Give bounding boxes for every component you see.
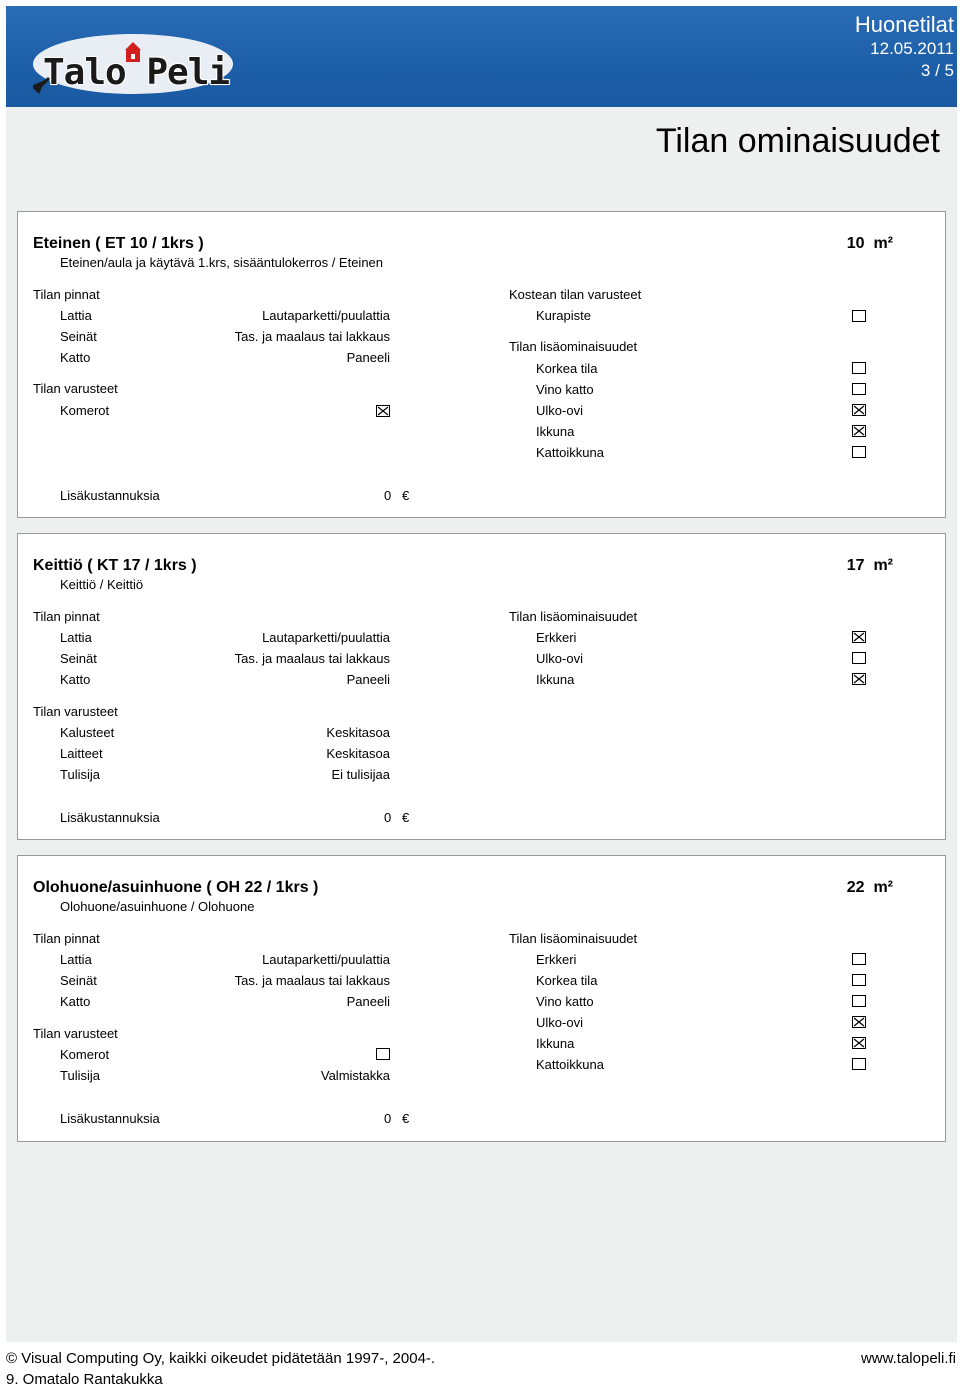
equipment-heading: Tilan varusteet xyxy=(33,381,118,396)
header-info xyxy=(855,12,954,82)
extra-cost-value: 0 xyxy=(384,810,392,825)
surface-label-walls: Seinät xyxy=(60,651,97,666)
room-area-value: 10 xyxy=(846,235,865,252)
feature-label-roof-window: Kattoikkuna xyxy=(536,445,604,460)
extra-cost-value: 0 xyxy=(384,488,392,503)
room-area-unit: m² xyxy=(873,235,893,252)
room-card-eteinen xyxy=(17,211,946,518)
room-area xyxy=(847,880,893,896)
extra-cost-currency: € xyxy=(402,810,410,825)
checkbox-closets[interactable] xyxy=(376,1048,390,1060)
checkbox-outer-door[interactable] xyxy=(852,652,866,664)
room-card-olohuone xyxy=(17,855,946,1142)
surface-label-ceiling: Katto xyxy=(60,994,91,1009)
checkbox-bay[interactable] xyxy=(852,631,866,643)
equipment-label-fireplace: Tulisija xyxy=(60,1068,100,1083)
surface-label-floor: Lattia xyxy=(60,630,92,645)
checkbox-drain[interactable] xyxy=(852,310,866,322)
surfaces-heading: Tilan pinnat xyxy=(33,287,100,302)
feature-label-sloped-roof: Vino katto xyxy=(536,382,594,397)
surface-value-ceiling: Paneeli xyxy=(346,350,390,365)
wet-label-drain: Kurapiste xyxy=(536,308,591,323)
checkbox-window[interactable] xyxy=(852,673,866,685)
checkbox-roof-window[interactable] xyxy=(852,1058,866,1070)
header-date: 12.05.2011 xyxy=(870,39,954,58)
surface-label-ceiling: Katto xyxy=(60,350,91,365)
features-heading: Tilan lisäominaisuudet xyxy=(509,931,638,946)
footer-project: 9. Omatalo Rantakukka xyxy=(6,1371,163,1388)
feature-label-roof-window: Kattoikkuna xyxy=(536,1057,604,1072)
surface-value-ceiling: Paneeli xyxy=(346,994,390,1009)
surface-label-floor: Lattia xyxy=(60,308,92,323)
extra-cost-label: Lisäkustannuksia xyxy=(60,488,160,503)
page-title: Tilan ominaisuudet xyxy=(655,122,940,160)
room-name: Eteinen ( ET 10 / 1krs ) xyxy=(33,235,204,252)
extra-cost-label: Lisäkustannuksia xyxy=(60,1111,160,1126)
feature-label-bay: Erkkeri xyxy=(536,952,577,967)
checkbox-outer-door[interactable] xyxy=(852,404,866,416)
room-area-value: 17 xyxy=(846,557,865,574)
feature-label-bay: Erkkeri xyxy=(536,630,577,645)
equipment-label-appliances: Laitteet xyxy=(60,746,103,761)
check-x-icon xyxy=(377,406,389,416)
room-area-unit: m² xyxy=(873,879,893,896)
surface-value-walls: Tas. ja maalaus tai lakkaus xyxy=(234,651,390,666)
surface-label-floor: Lattia xyxy=(60,952,92,967)
check-x-icon xyxy=(853,1017,865,1027)
checkbox-high-room[interactable] xyxy=(852,362,866,374)
room-name: Keittiö ( KT 17 / 1krs ) xyxy=(33,557,197,574)
feature-label-window: Ikkuna xyxy=(536,424,575,439)
surface-value-walls: Tas. ja maalaus tai lakkaus xyxy=(234,973,390,988)
feature-label-window: Ikkuna xyxy=(536,1036,575,1051)
surface-value-ceiling: Paneeli xyxy=(346,672,390,687)
surface-label-walls: Seinät xyxy=(60,329,97,344)
checkbox-high-room[interactable] xyxy=(852,974,866,986)
equipment-value-fireplace: Ei tulisijaa xyxy=(331,767,390,782)
feature-label-outer-door: Ulko-ovi xyxy=(536,651,583,666)
equipment-heading: Tilan varusteet xyxy=(33,1026,118,1041)
footer-copyright: © Visual Computing Oy, kaikki oikeudet pidätetään 1997-, 2004-. xyxy=(6,1350,436,1367)
equipment-label-closets: Komerot xyxy=(60,1047,110,1062)
surface-label-walls: Seinät xyxy=(60,973,97,988)
surfaces-heading: Tilan pinnat xyxy=(33,609,100,624)
surface-value-floor: Lautaparketti/puulattia xyxy=(262,630,390,645)
equipment-heading: Tilan varusteet xyxy=(33,704,118,719)
checkbox-closets[interactable] xyxy=(376,405,390,417)
equipment-value-appliances: Keskitasoa xyxy=(326,746,390,761)
feature-label-high-room: Korkea tila xyxy=(536,361,598,376)
surface-value-walls: Tas. ja maalaus tai lakkaus xyxy=(234,329,390,344)
room-area xyxy=(847,236,893,252)
features-heading: Tilan lisäominaisuudet xyxy=(509,339,638,354)
check-x-icon xyxy=(853,674,865,684)
room-description: Eteinen/aula ja käytävä 1.krs, sisääntulokerros / Eteinen xyxy=(60,255,384,270)
feature-label-sloped-roof: Vino katto xyxy=(536,994,594,1009)
checkbox-sloped-roof[interactable] xyxy=(852,995,866,1007)
equipment-label-cabinets: Kalusteet xyxy=(60,725,115,740)
room-area-unit: m² xyxy=(873,557,893,574)
room-area xyxy=(847,558,893,574)
surfaces-heading: Tilan pinnat xyxy=(33,931,100,946)
check-x-icon xyxy=(853,632,865,642)
room-area-value: 22 xyxy=(846,879,865,896)
equipment-label-closets: Komerot xyxy=(60,403,110,418)
check-x-icon xyxy=(853,1038,865,1048)
checkbox-window[interactable] xyxy=(852,1037,866,1049)
extra-cost-label: Lisäkustannuksia xyxy=(60,810,160,825)
check-x-icon xyxy=(853,405,865,415)
checkbox-bay[interactable] xyxy=(852,953,866,965)
checkbox-roof-window[interactable] xyxy=(852,446,866,458)
checkbox-sloped-roof[interactable] xyxy=(852,383,866,395)
logo-text: Talo Peli xyxy=(43,52,230,93)
check-x-icon xyxy=(853,426,865,436)
feature-label-window: Ikkuna xyxy=(536,672,575,687)
extra-cost-currency: € xyxy=(402,488,410,503)
talopeli-logo xyxy=(33,22,243,102)
checkbox-window[interactable] xyxy=(852,425,866,437)
extra-cost-value: 0 xyxy=(384,1111,392,1126)
equipment-value-fireplace: Valmistakka xyxy=(320,1068,390,1083)
wet-room-heading: Kostean tilan varusteet xyxy=(509,287,642,302)
equipment-label-fireplace: Tulisija xyxy=(60,767,100,782)
surface-value-floor: Lautaparketti/puulattia xyxy=(262,952,390,967)
equipment-value-cabinets: Keskitasoa xyxy=(326,725,390,740)
footer-website-link[interactable]: www.talopeli.fi xyxy=(860,1350,956,1367)
feature-label-outer-door: Ulko-ovi xyxy=(536,403,583,418)
features-heading: Tilan lisäominaisuudet xyxy=(509,609,638,624)
extra-cost-currency: € xyxy=(402,1111,410,1126)
feature-label-outer-door: Ulko-ovi xyxy=(536,1015,583,1030)
room-card-keittio xyxy=(17,533,946,840)
room-name: Olohuone/asuinhuone ( OH 22 / 1krs ) xyxy=(33,879,319,896)
room-description: Olohuone/asuinhuone / Olohuone xyxy=(60,899,255,914)
header-page-number: 3 / 5 xyxy=(920,61,954,80)
surface-value-floor: Lautaparketti/puulattia xyxy=(262,308,390,323)
checkbox-outer-door[interactable] xyxy=(852,1016,866,1028)
room-description: Keittiö / Keittiö xyxy=(60,577,144,592)
feature-label-high-room: Korkea tila xyxy=(536,973,598,988)
header-section: Huonetilat xyxy=(854,12,954,37)
surface-label-ceiling: Katto xyxy=(60,672,91,687)
